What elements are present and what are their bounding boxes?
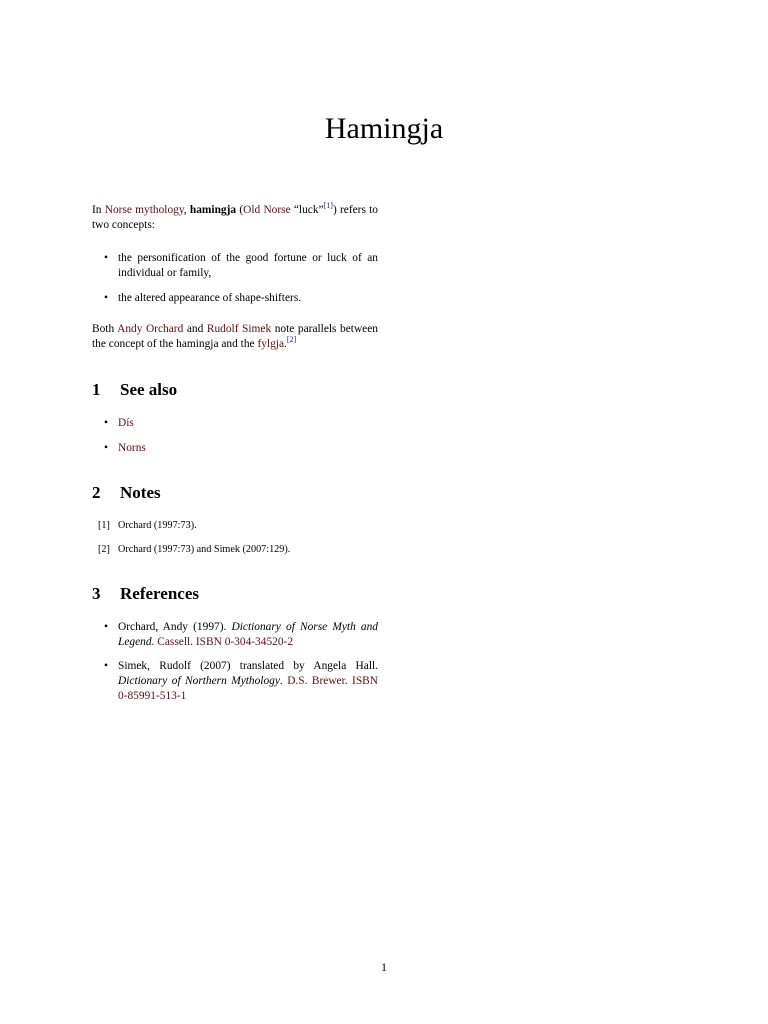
link-dis[interactable]: Dís: [118, 417, 134, 429]
note-text: Orchard (1997:73) and Simek (2007:129).: [118, 544, 291, 555]
reference-item: [92, 659, 378, 704]
intro-luck: “luck”: [293, 204, 324, 216]
bullet-icon: •: [104, 417, 108, 429]
parallels-both: Both: [92, 323, 115, 335]
reference-prefix: Simek, Rudolf (2007) translated by Angela Hall.: [118, 660, 378, 672]
bullet-icon: •: [104, 292, 108, 304]
bullet-icon: •: [104, 252, 108, 264]
note-item: [92, 542, 378, 557]
page-number: 1: [381, 960, 387, 974]
reference-work: Dictionary of Norse Myth and Legend: [118, 621, 378, 648]
intro-paren-close: ): [332, 204, 337, 216]
link-andy-orchard[interactable]: Andy Orchard: [117, 323, 184, 335]
intro-paren-open: (: [239, 204, 244, 216]
reference-work: Dictionary of Northern Mythology: [118, 675, 280, 687]
section-heading: [92, 483, 378, 503]
link-isbn-simek[interactable]: ISBN 0-85991-513-1: [118, 675, 378, 702]
note-label: [1]: [98, 520, 110, 531]
link-isbn-orchard[interactable]: ISBN 0-304-34520-2: [195, 636, 294, 648]
reference-sep: .: [151, 636, 155, 648]
section-title: Notes: [120, 483, 161, 502]
link-fylgja[interactable]: fylgja: [257, 338, 285, 350]
link-rudolf-simek[interactable]: Rudolf Simek: [206, 323, 272, 335]
intro-comma: ,: [183, 204, 187, 216]
parallels-and: and: [186, 323, 204, 335]
link-old-norse[interactable]: Old Norse: [243, 204, 291, 216]
reference-sep: .: [279, 675, 283, 687]
parallels-paragraph: [92, 322, 378, 352]
link-norse-mythology[interactable]: Norse mythology: [104, 204, 184, 216]
bullet-icon: •: [104, 660, 108, 672]
link-norns[interactable]: Norns: [118, 442, 146, 454]
reference-sep: .: [190, 636, 194, 648]
intro-rest: refers to two concepts:: [92, 204, 378, 231]
section-heading: [92, 584, 378, 604]
list-item: [92, 291, 378, 306]
section-references: [92, 584, 378, 604]
list-item: [92, 251, 378, 281]
section-number: 2: [92, 483, 101, 502]
bullet-icon: •: [104, 621, 108, 633]
bullet-icon: •: [104, 442, 108, 454]
note-item: [92, 518, 378, 533]
see-also-list: [92, 416, 378, 456]
section-title: See also: [120, 380, 178, 399]
intro-paragraph: [92, 203, 378, 233]
note-text: Orchard (1997:73).: [118, 520, 197, 531]
concept-text: the personification of the good fortune or luck of an individual or family,: [118, 252, 378, 279]
reference-prefix: Orchard, Andy (1997).: [118, 621, 227, 633]
parallels-period: .: [284, 338, 287, 350]
concepts-list: [92, 251, 378, 306]
term-hamingja: hamingja: [189, 204, 237, 216]
concept-text: the altered appearance of shape-shifters.: [118, 292, 302, 304]
ref-link-1[interactable]: [1]: [323, 201, 333, 211]
section-heading: [92, 380, 378, 400]
section-notes: [92, 483, 378, 503]
reference-item: [92, 620, 378, 650]
parallels-text: note parallels between the concept of the hamingja and the: [92, 323, 378, 350]
notes-list: [92, 518, 378, 557]
link-publisher-ds-brewer[interactable]: D.S. Brewer: [287, 675, 345, 687]
section-number: 3: [92, 584, 101, 603]
list-item: [92, 441, 378, 456]
section-see-also: [92, 380, 378, 400]
page-title: Hamingja: [324, 112, 444, 145]
link-publisher-cassell[interactable]: Cassell: [157, 636, 191, 648]
note-label: [2]: [98, 544, 110, 555]
section-title: References: [120, 584, 199, 603]
reference-sep: .: [344, 675, 348, 687]
section-number: 1: [92, 380, 101, 399]
list-item: [92, 416, 378, 431]
intro-in: In: [92, 204, 102, 216]
ref-link-2[interactable]: [2]: [286, 335, 297, 345]
references-list: [92, 620, 378, 704]
